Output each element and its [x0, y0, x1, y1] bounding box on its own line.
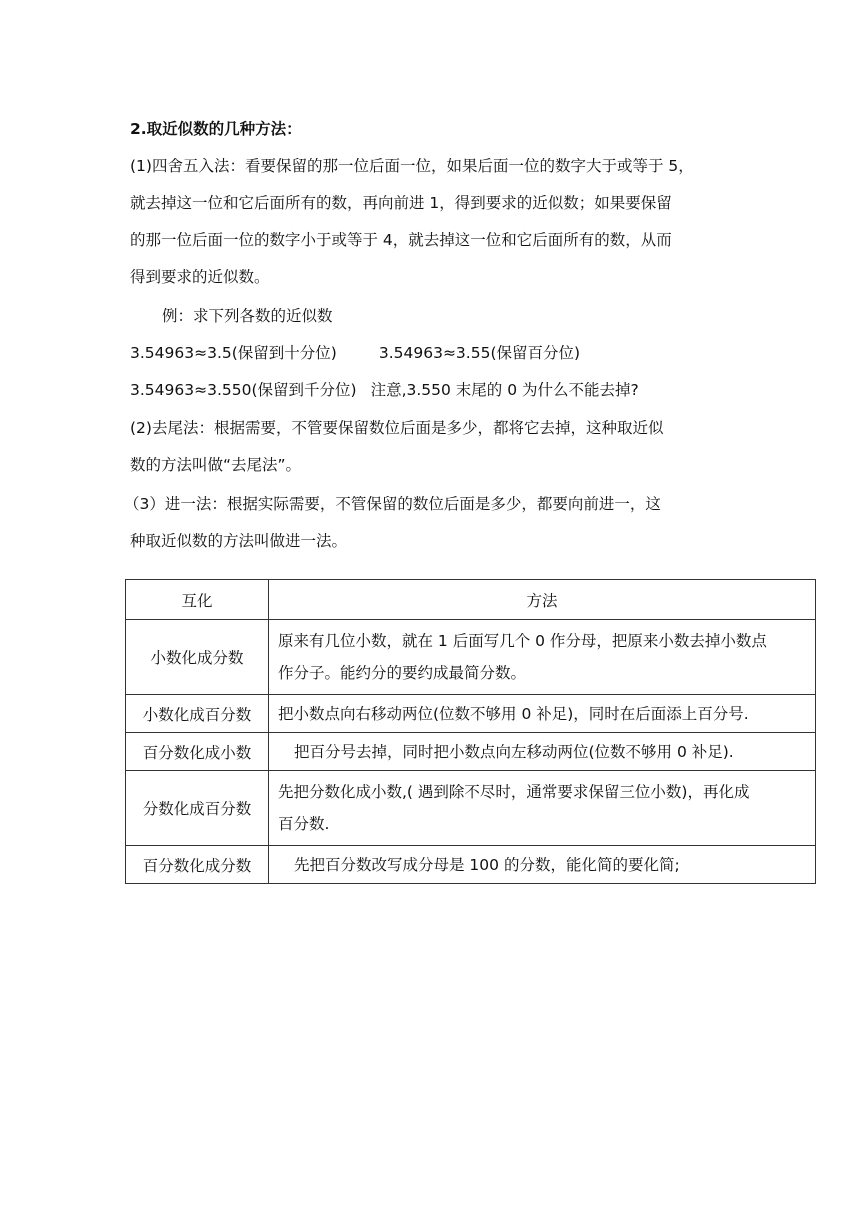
ceiling-paragraph-line-2: 种取近似数的方法叫做进一法。 — [130, 532, 348, 550]
conversion-name: 小数化成分数 — [126, 620, 269, 695]
example-hundredths: 3.54963≈3.55(保留百分位) — [378, 344, 581, 362]
table-header-row — [126, 580, 816, 620]
example-thousandths: 3.54963≈3.550(保留到千分位) — [130, 381, 357, 399]
conversion-method — [269, 695, 816, 733]
example-line-1 — [130, 343, 580, 363]
example-note: 注意,3.550 末尾的 0 为什么不能去掉? — [370, 381, 639, 399]
method-line: 原来有几位小数，就在 1 后面写几个 0 作分母，把原来小数去掉小数点 — [278, 632, 767, 650]
method-line: 把小数点向右移动两位(位数不够用 0 补足)，同时在后面添上百分号. — [278, 704, 749, 723]
method-line: 作分子。能约分的要约成最简分数。 — [278, 664, 527, 682]
truncation-paragraph-line-2: 数的方法叫做“去尾法”。 — [130, 456, 302, 474]
table-row — [126, 695, 816, 733]
table-row — [126, 771, 816, 846]
conversion-name: 分数化成百分数 — [126, 771, 269, 846]
section-heading: 2.取近似数的几种方法： — [130, 120, 302, 138]
conversion-name: 百分数化成小数 — [126, 733, 269, 771]
truncation-paragraph-line-1: (2)去尾法：根据需要，不管要保留数位后面是多少，都将它去掉，这种取近似 — [130, 419, 664, 437]
method-line: 把百分号去掉，同时把小数点向左移动两位(位数不够用 0 补足). — [294, 742, 734, 761]
rounding-paragraph-line-2: 就去掉这一位和它后面所有的数，再向前进 1，得到要求的近似数；如果要保留 — [130, 194, 672, 212]
table-row — [126, 846, 816, 884]
conversion-method — [269, 846, 816, 884]
method-line: 先把分数化成小数,( 遇到除不尽时，通常要求保留三位小数)，再化成 — [278, 783, 750, 801]
method-line: 先把百分数改写成分母是 100 的分数，能化简的要化简; — [294, 855, 680, 874]
table-row — [126, 620, 816, 695]
table-row — [126, 733, 816, 771]
conversion-method — [269, 733, 816, 771]
ceiling-paragraph-line-1: （3）进一法：根据实际需要，不管保留的数位后面是多少，都要向前进一，这 — [124, 495, 661, 513]
conversion-name: 小数化成百分数 — [126, 695, 269, 733]
example-line-2 — [130, 380, 639, 400]
example-tenths: 3.54963≈3.5(保留到十分位) — [130, 344, 337, 362]
table-header-conversion: 互化 — [126, 580, 269, 620]
conversion-method — [269, 620, 816, 695]
table-header-method: 方法 — [269, 580, 816, 620]
conversion-table — [125, 579, 816, 884]
example-title: 例：求下列各数的近似数 — [162, 307, 333, 325]
method-line: 百分数. — [278, 815, 330, 833]
rounding-paragraph-line-1: (1)四舍五入法：看要保留的那一位后面一位，如果后面一位的数字大于或等于 5， — [130, 157, 694, 175]
rounding-paragraph-line-3: 的那一位后面一位的数字小于或等于 4，就去掉这一位和它后面所有的数，从而 — [130, 231, 672, 249]
conversion-method — [269, 771, 816, 846]
rounding-paragraph-line-4: 得到要求的近似数。 — [130, 268, 270, 286]
conversion-name: 百分数化成分数 — [126, 846, 269, 884]
